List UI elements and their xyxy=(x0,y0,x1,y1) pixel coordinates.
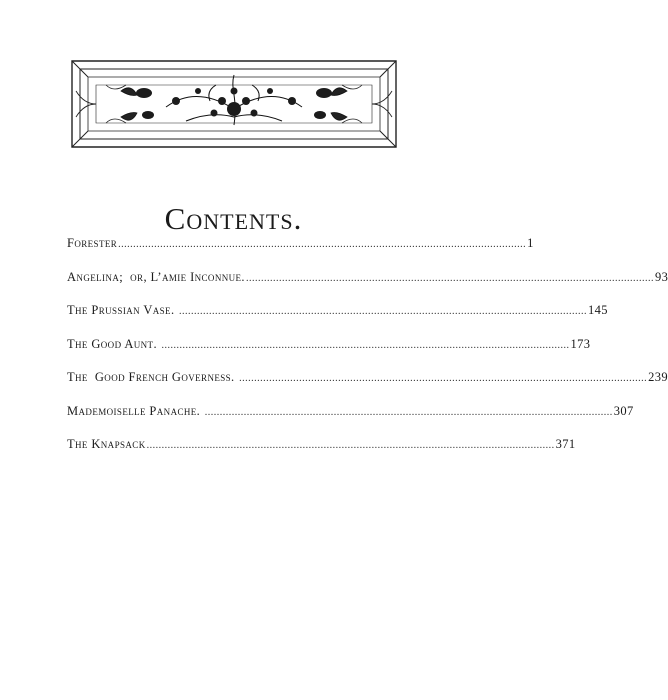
toc-entry-title: Forester xyxy=(67,236,118,250)
toc-entry-page: 371 xyxy=(555,437,576,451)
toc-entry[interactable] xyxy=(67,403,634,438)
floral-headpiece-icon xyxy=(66,55,402,153)
toc-entry[interactable] xyxy=(67,437,576,471)
toc-entry-title: The Prussian Vase. xyxy=(67,303,178,317)
toc-entry-page: 1 xyxy=(527,236,534,250)
toc-entry[interactable] xyxy=(67,303,608,337)
table-of-contents xyxy=(67,236,668,471)
toc-entry-title: The Knapsack xyxy=(67,437,146,451)
dot-leader: ........................................................................................................................................ xyxy=(204,406,613,418)
toc-entry-title: Mademoiselle Panache. xyxy=(67,403,204,418)
toc-entry-page: 93 xyxy=(654,269,668,284)
toc-entry-page: 145 xyxy=(588,303,608,317)
toc-entry[interactable] xyxy=(67,269,668,304)
dot-leader: ........................................................................................................................................ xyxy=(161,339,570,351)
toc-entry[interactable] xyxy=(67,370,668,404)
dot-leader: ........................................................................................................................................ xyxy=(239,373,648,384)
toc-entry[interactable] xyxy=(67,236,534,270)
toc-entry-page: 173 xyxy=(570,336,591,351)
page-title: Contents. xyxy=(164,200,303,236)
toc-entry[interactable] xyxy=(67,336,591,371)
toc-entry-page: 307 xyxy=(613,403,634,418)
dot-leader: ........................................................................................................................................ xyxy=(179,306,587,317)
toc-entry-page: 239 xyxy=(648,370,668,384)
toc-entry-title: The Good French Governess. xyxy=(67,370,239,384)
dot-leader: ........................................................................................................................................ xyxy=(146,440,555,451)
toc-entry-title: Angelina; or, L’amie Inconnue. xyxy=(67,269,245,284)
dot-leader: ........................................................................................................................................ xyxy=(118,239,527,250)
dot-leader: ........................................................................................................................................ xyxy=(245,272,654,284)
toc-entry-title: The Good Aunt. xyxy=(67,336,161,351)
